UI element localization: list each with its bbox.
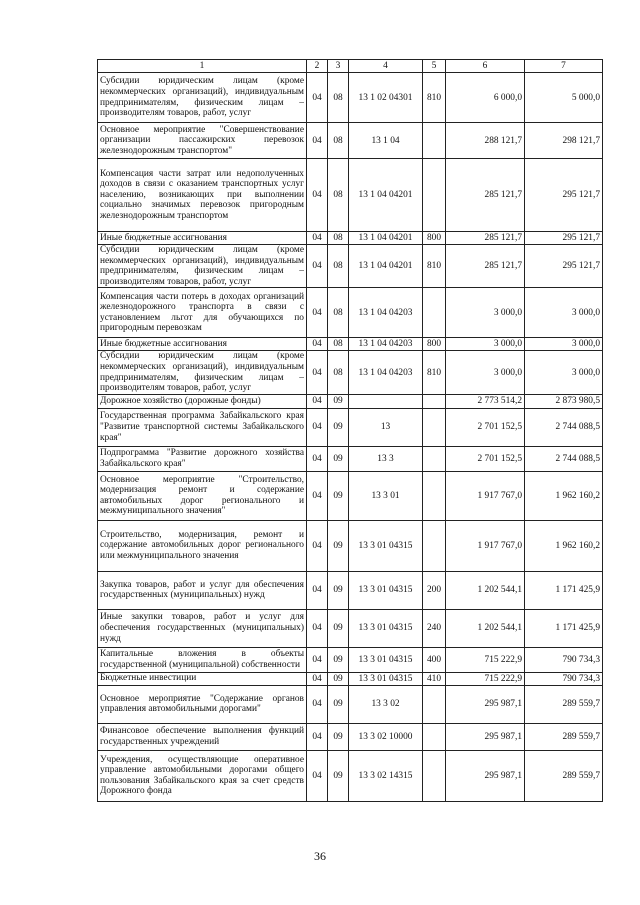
row-description: Капитальные вложения в объекты государственной (муниципальной) собственности bbox=[98, 647, 307, 672]
row-section-code: 04 bbox=[307, 159, 328, 232]
table-row bbox=[98, 288, 603, 338]
row-description: Финансовое обеспечение выполнения функций государственных учреждений bbox=[98, 723, 307, 750]
row-amount-year-2: 289 559,7 bbox=[525, 685, 603, 723]
row-amount-year-2: 1 962 160,2 bbox=[525, 471, 603, 520]
row-amount-year-2: 1 171 425,9 bbox=[525, 571, 603, 609]
row-expense-type bbox=[423, 394, 446, 408]
row-amount-year-1: 1 202 544,1 bbox=[446, 609, 525, 647]
row-section-code: 04 bbox=[307, 288, 328, 338]
row-expense-type bbox=[423, 471, 446, 520]
row-expense-type bbox=[423, 520, 446, 571]
row-section-code: 04 bbox=[307, 647, 328, 672]
row-amount-year-1: 1 917 767,0 bbox=[446, 520, 525, 571]
header-cell: 6 bbox=[446, 60, 525, 73]
row-expense-type: 810 bbox=[423, 351, 446, 394]
budget-table bbox=[97, 59, 603, 802]
row-amount-year-1: 1 917 767,0 bbox=[446, 471, 525, 520]
row-subsection-code: 09 bbox=[328, 647, 349, 672]
row-amount-year-2: 289 559,7 bbox=[525, 723, 603, 750]
row-section-code: 04 bbox=[307, 245, 328, 288]
row-expense-type bbox=[423, 408, 446, 446]
row-amount-year-1: 1 202 544,1 bbox=[446, 571, 525, 609]
row-description: Дорожное хозяйство (дорожные фонды) bbox=[98, 394, 307, 408]
row-description: Строительство, модернизация, ремонт и содержание автомобильных дорог регионального или межмуниципального значения bbox=[98, 520, 307, 571]
row-subsection-code: 09 bbox=[328, 609, 349, 647]
row-expense-type bbox=[423, 159, 446, 232]
row-amount-year-2: 2 744 088,5 bbox=[525, 408, 603, 446]
row-expense-type: 200 bbox=[423, 571, 446, 609]
row-description: Иные бюджетные ассигнования bbox=[98, 232, 307, 245]
table-row bbox=[98, 159, 603, 232]
row-description: Субсидии юридическим лицам (кроме некоммерческих организаций), индивидуальным предпринимателям, физическим лицам – производителям товаров, работ, услуг bbox=[98, 245, 307, 288]
row-section-code: 04 bbox=[307, 520, 328, 571]
header-cell: 2 bbox=[307, 60, 328, 73]
header-cell: 3 bbox=[328, 60, 349, 73]
row-expense-type: 800 bbox=[423, 232, 446, 245]
row-target-article: 13 3 02 bbox=[349, 685, 423, 723]
row-amount-year-1: 285 121,7 bbox=[446, 245, 525, 288]
table-row bbox=[98, 446, 603, 471]
row-target-article: 13 1 04 04201 bbox=[349, 232, 423, 245]
row-target-article: 13 3 02 10000 bbox=[349, 723, 423, 750]
page-number: 36 bbox=[314, 849, 326, 863]
row-subsection-code: 09 bbox=[328, 394, 349, 408]
row-section-code: 04 bbox=[307, 446, 328, 471]
row-amount-year-1: 3 000,0 bbox=[446, 351, 525, 394]
table-body bbox=[98, 73, 603, 802]
row-amount-year-1: 2 701 152,5 bbox=[446, 446, 525, 471]
row-section-code: 04 bbox=[307, 672, 328, 685]
row-expense-type bbox=[423, 446, 446, 471]
row-target-article: 13 1 04 04203 bbox=[349, 351, 423, 394]
row-target-article: 13 3 01 04315 bbox=[349, 609, 423, 647]
row-amount-year-2: 295 121,7 bbox=[525, 159, 603, 232]
row-description: Компенсация части потерь в доходах организаций железнодорожного транспорта в связи с установлением льгот для обучающихся по пригородным перевозкам bbox=[98, 288, 307, 338]
row-target-article: 13 1 04 04203 bbox=[349, 338, 423, 351]
row-amount-year-1: 285 121,7 bbox=[446, 232, 525, 245]
row-description: Основное мероприятие "Строительство, модернизация ремонт и содержание автомобильных дорог регионального и межмуниципального значения" bbox=[98, 471, 307, 520]
row-section-code: 04 bbox=[307, 394, 328, 408]
row-expense-type: 810 bbox=[423, 245, 446, 288]
row-amount-year-2: 295 121,7 bbox=[525, 245, 603, 288]
row-subsection-code: 08 bbox=[328, 338, 349, 351]
table-row bbox=[98, 520, 603, 571]
row-amount-year-2: 2 873 980,5 bbox=[525, 394, 603, 408]
row-expense-type bbox=[423, 288, 446, 338]
row-subsection-code: 08 bbox=[328, 245, 349, 288]
row-section-code: 04 bbox=[307, 232, 328, 245]
row-amount-year-2: 3 000,0 bbox=[525, 288, 603, 338]
row-amount-year-2: 790 734,3 bbox=[525, 647, 603, 672]
table-row bbox=[98, 123, 603, 159]
row-amount-year-2: 1 962 160,2 bbox=[525, 520, 603, 571]
row-subsection-code: 09 bbox=[328, 571, 349, 609]
row-target-article: 13 1 04 04201 bbox=[349, 245, 423, 288]
row-description: Бюджетные инвестиции bbox=[98, 672, 307, 685]
row-amount-year-1: 285 121,7 bbox=[446, 159, 525, 232]
row-expense-type: 800 bbox=[423, 338, 446, 351]
row-description: Закупка товаров, работ и услуг для обеспечения государственных (муниципальных) нужд bbox=[98, 571, 307, 609]
row-amount-year-2: 295 121,7 bbox=[525, 232, 603, 245]
row-description: Субсидии юридическим лицам (кроме некоммерческих организаций), индивидуальным предпринимателям, физическим лицам – производителям товаров, работ, услуг bbox=[98, 351, 307, 394]
row-amount-year-2: 3 000,0 bbox=[525, 338, 603, 351]
row-amount-year-1: 295 987,1 bbox=[446, 723, 525, 750]
row-description: Субсидии юридическим лицам (кроме некоммерческих организаций), индивидуальным предпринимателям, физическим лицам – производителям товаров, работ, услуг bbox=[98, 73, 307, 123]
row-amount-year-2: 2 744 088,5 bbox=[525, 446, 603, 471]
row-amount-year-1: 295 987,1 bbox=[446, 685, 525, 723]
row-amount-year-1: 6 000,0 bbox=[446, 73, 525, 123]
row-description: Основное мероприятие "Совершенствование организации пассажирских перевозок железнодорожным транспортом" bbox=[98, 123, 307, 159]
row-description: Государственная программа Забайкальского края "Развитие транспортной системы Забайкальского края" bbox=[98, 408, 307, 446]
row-subsection-code: 08 bbox=[328, 159, 349, 232]
row-subsection-code: 09 bbox=[328, 446, 349, 471]
row-subsection-code: 09 bbox=[328, 723, 349, 750]
row-subsection-code: 09 bbox=[328, 471, 349, 520]
row-description: Основное мероприятие "Содержание органов управления автомобильными дорогами" bbox=[98, 685, 307, 723]
header-cell: 4 bbox=[349, 60, 423, 73]
table-row bbox=[98, 394, 603, 408]
table-row bbox=[98, 351, 603, 394]
row-expense-type: 410 bbox=[423, 672, 446, 685]
row-description: Компенсация части затрат или недополученных доходов в связи с оказанием транспортных услуг населению, возникающих при выполнении социально значимых перевозок пригородным железнодорожным транспортом bbox=[98, 159, 307, 232]
row-target-article: 13 3 02 14315 bbox=[349, 750, 423, 801]
row-section-code: 04 bbox=[307, 571, 328, 609]
row-target-article: 13 1 02 04301 bbox=[349, 73, 423, 123]
row-subsection-code: 08 bbox=[328, 232, 349, 245]
row-amount-year-2: 790 734,3 bbox=[525, 672, 603, 685]
row-subsection-code: 09 bbox=[328, 685, 349, 723]
row-section-code: 04 bbox=[307, 723, 328, 750]
row-section-code: 04 bbox=[307, 338, 328, 351]
table-row bbox=[98, 750, 603, 801]
row-target-article: 13 3 bbox=[349, 446, 423, 471]
row-subsection-code: 08 bbox=[328, 288, 349, 338]
row-amount-year-2: 1 171 425,9 bbox=[525, 609, 603, 647]
row-description: Иные закупки товаров, работ и услуг для обеспечения государственных (муниципальных) нужд bbox=[98, 609, 307, 647]
row-expense-type: 810 bbox=[423, 73, 446, 123]
table-row bbox=[98, 685, 603, 723]
table-row bbox=[98, 571, 603, 609]
row-description: Подпрограмма "Развитие дорожного хозяйства Забайкальского края" bbox=[98, 446, 307, 471]
row-amount-year-1: 2 701 152,5 bbox=[446, 408, 525, 446]
row-amount-year-1: 715 222,9 bbox=[446, 672, 525, 685]
row-subsection-code: 09 bbox=[328, 750, 349, 801]
row-section-code: 04 bbox=[307, 123, 328, 159]
row-amount-year-2: 3 000,0 bbox=[525, 351, 603, 394]
row-section-code: 04 bbox=[307, 750, 328, 801]
header-cell: 5 bbox=[423, 60, 446, 73]
row-expense-type bbox=[423, 685, 446, 723]
table-row bbox=[98, 408, 603, 446]
row-amount-year-2: 289 559,7 bbox=[525, 750, 603, 801]
row-section-code: 04 bbox=[307, 408, 328, 446]
table-row bbox=[98, 672, 603, 685]
row-target-article: 13 3 01 04315 bbox=[349, 571, 423, 609]
row-amount-year-2: 298 121,7 bbox=[525, 123, 603, 159]
row-amount-year-1: 288 121,7 bbox=[446, 123, 525, 159]
row-target-article: 13 1 04 bbox=[349, 123, 423, 159]
row-amount-year-1: 3 000,0 bbox=[446, 288, 525, 338]
row-section-code: 04 bbox=[307, 351, 328, 394]
header-cell: 1 bbox=[98, 60, 307, 73]
row-subsection-code: 09 bbox=[328, 408, 349, 446]
row-target-article: 13 3 01 04315 bbox=[349, 520, 423, 571]
row-section-code: 04 bbox=[307, 609, 328, 647]
row-section-code: 04 bbox=[307, 73, 328, 123]
row-subsection-code: 08 bbox=[328, 351, 349, 394]
row-amount-year-1: 3 000,0 bbox=[446, 338, 525, 351]
row-subsection-code: 08 bbox=[328, 73, 349, 123]
row-amount-year-2: 5 000,0 bbox=[525, 73, 603, 123]
table-row bbox=[98, 73, 603, 123]
row-amount-year-1: 715 222,9 bbox=[446, 647, 525, 672]
row-target-article: 13 3 01 bbox=[349, 471, 423, 520]
row-expense-type bbox=[423, 723, 446, 750]
row-section-code: 04 bbox=[307, 471, 328, 520]
table-row bbox=[98, 647, 603, 672]
table-row bbox=[98, 609, 603, 647]
table-row bbox=[98, 338, 603, 351]
row-amount-year-1: 2 773 514,2 bbox=[446, 394, 525, 408]
row-expense-type: 240 bbox=[423, 609, 446, 647]
row-expense-type bbox=[423, 750, 446, 801]
row-amount-year-1: 295 987,1 bbox=[446, 750, 525, 801]
row-target-article: 13 1 04 04203 bbox=[349, 288, 423, 338]
row-expense-type bbox=[423, 123, 446, 159]
table-row bbox=[98, 471, 603, 520]
row-subsection-code: 09 bbox=[328, 520, 349, 571]
row-subsection-code: 09 bbox=[328, 672, 349, 685]
row-target-article: 13 bbox=[349, 408, 423, 446]
table-row bbox=[98, 245, 603, 288]
row-description: Учреждения, осуществляющие оперативное управление автомобильными дорогами общего пользования Забайкальского края за счет средств Дорожного фонда bbox=[98, 750, 307, 801]
row-target-article bbox=[349, 394, 423, 408]
row-section-code: 04 bbox=[307, 685, 328, 723]
row-expense-type: 400 bbox=[423, 647, 446, 672]
table-row bbox=[98, 232, 603, 245]
table-row bbox=[98, 723, 603, 750]
table-header-row bbox=[98, 60, 603, 73]
row-target-article: 13 1 04 04201 bbox=[349, 159, 423, 232]
row-subsection-code: 08 bbox=[328, 123, 349, 159]
row-description: Иные бюджетные ассигнования bbox=[98, 338, 307, 351]
row-target-article: 13 3 01 04315 bbox=[349, 647, 423, 672]
header-cell: 7 bbox=[525, 60, 603, 73]
row-target-article: 13 3 01 04315 bbox=[349, 672, 423, 685]
